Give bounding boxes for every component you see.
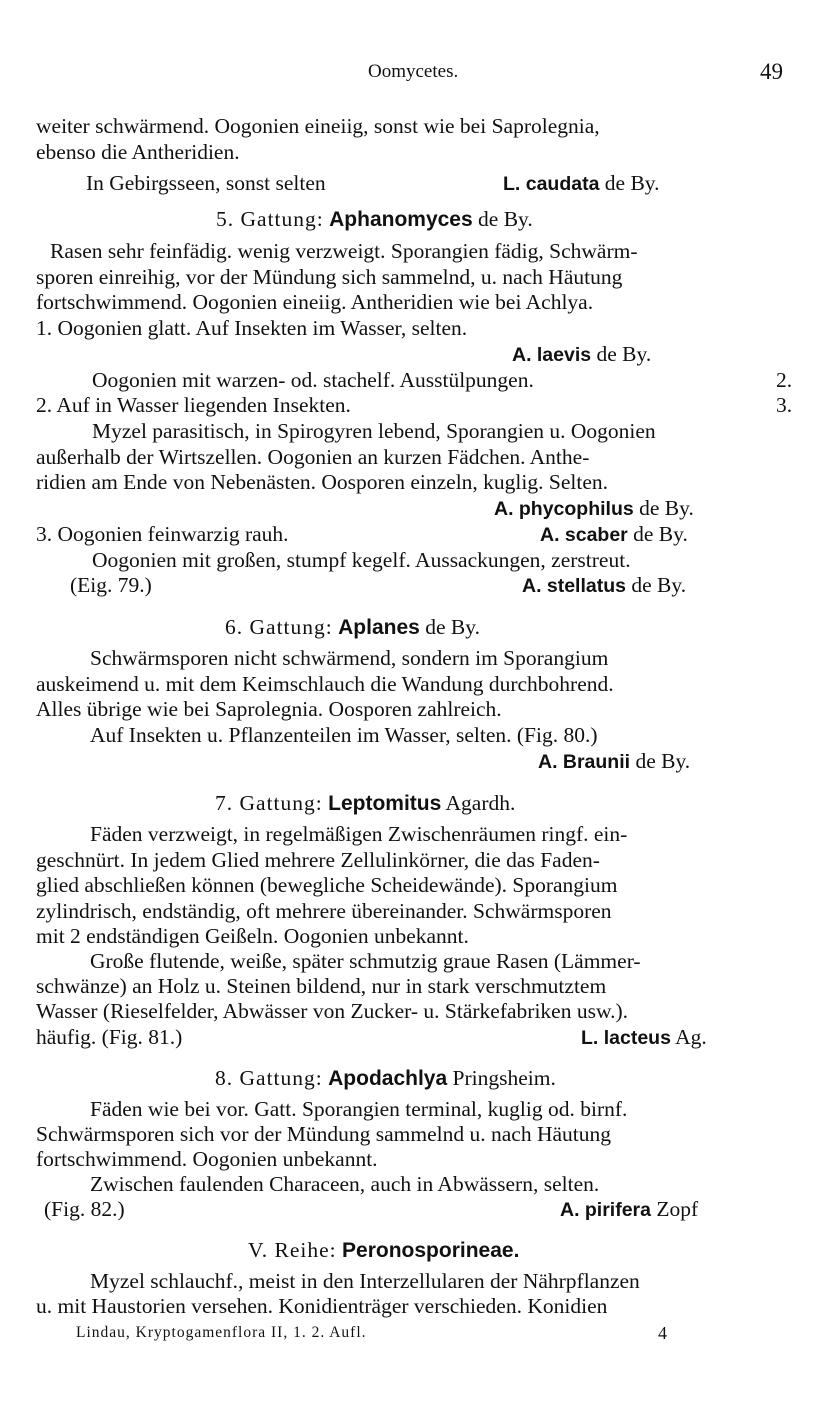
- genus-heading: 6. Gattung: Aplanes de By.: [225, 615, 480, 639]
- printer-signature: Lindau, Kryptogamenflora II, 1. 2. Aufl.: [76, 1324, 367, 1341]
- text-line: fortschwimmend. Oogonien eineiig. Antheridien wie bei Achlya.: [36, 290, 594, 314]
- genus-heading: 5. Gattung: Aphanomyces de By.: [216, 207, 533, 231]
- habitat-text: In Gebirgsseen, sonst selten: [86, 171, 326, 195]
- text-line: außerhalb der Wirtszellen. Oogonien an kurzen Fädchen. Anthe-: [36, 445, 590, 469]
- species-name: L. caudata de By.: [503, 171, 660, 195]
- text-line: schwänze) an Holz u. Steinen bildend, nur in stark verschmutztem: [36, 974, 607, 998]
- text-line: Myzel schlauchf., meist in den Interzellularen der Nährpflanzen: [90, 1269, 640, 1293]
- text-line: Schwärmsporen sich vor der Mündung sammelnd u. nach Häutung: [36, 1122, 612, 1146]
- text-line: Auf Insekten u. Pflanzenteilen im Wasser, selten. (Fig. 80.): [90, 723, 598, 747]
- species-line: A. phycophilus de By.: [494, 496, 694, 520]
- text-line: Myzel parasitisch, in Spirogyren lebend, Sporangien u. Oogonien: [92, 419, 656, 443]
- text-line: Rasen sehr feinfädig. wenig verzweigt. Sporangien fädig, Schwärm-: [50, 239, 638, 263]
- figure-reference: (Fig. 82.): [44, 1197, 125, 1221]
- book-page: Oomycetes. 49 weiter schwärmend. Oogonien eineiig, sonst wie bei Saprolegnia, ebenso die Antheridien. In Gebirgsseen, sonst selten L. caudata de By. 5. Gattung: Aphanomyces de By. Rasen sehr feinfädig. wenig verzweigt. Sporangien fädig, Schwärm- sporen einreihig, vor der Mündung sich sammelnd, u. nach Häutung fortschwimmend. Oogonien eineiig. Antheridien wie bei Achlya. 1. Oogonien glatt. Auf Insekten im Wasser, selten. A. laevis de By. Oogonien mit warzen- od. stachelf. Ausstülpungen. 2. 2. Auf in Wasser liegenden Insekten. 3. Myzel parasitisch, in Spirogyren lebend, Sporangien u. Oogonien außerhalb der Wirtszellen. Oogonien an kurzen Fädchen. Anthe- ridien am Ende von Nebenästen. Oosporen einzeln, kuglig. Selten. A. phycophilus de By. 3. Oogonien feinwarzig rauh. A. scaber de By. Oogonien mit großen, stumpf kegelf. Aussackungen, zerstreut. (Eig. 79.) A. stellatus de By. 6. Gattung: Aplanes de By. Schwärmsporen nicht schwärmend, sondern im Sporangium auskeimend u. mit dem Keimschlauch die Wandung durchbohrend. Alles übrige wie bei Saprolegnia. Oosporen zahlreich. Auf Insekten u. Pflanzenteilen im Wasser, selten. (Fig. 80.) A. Braunii de By. 7. Gattung: Leptomitus Agardh. Fäden verzweigt, in regelmäßigen Zwischenräumen ringf. ein- geschnürt. In jedem Glied mehrere Zellulinkörner, die das Faden- glied abschließen können (bewegliche Scheidewände). Sporangium zylindrisch, endständig, oft mehrere übereinander. Schwärmsporen mit 2 endständigen Geißeln. Oogonien unbekannt. Große flutende, weiße, später schmutzig graue Rasen (Lämmer- schwänze) an Holz u. Steinen bildend, nur in stark verschmutztem Wasser (Rieselfelder, Abwässer von Zucker- u. Stärkefabriken usw.). häufig. (Fig. 81.) L. lacteus Ag. 8. Gattung: Apodachlya Pringsheim. Fäden wie bei vor. Gatt. Sporangien terminal, kuglig od. birnf. Schwärmsporen sich vor der Mündung sammelnd u. nach Häutung fortschwimmend. Oogonien unbekannt. Zwischen faulenden Characeen, auch in Abwässern, selten. (Fig. 82.) A. pirifera Zopf V. Reihe: Peronosporineae. Myzel schlauchf., meist in den Interzellularen der Nährpflanzen u. mit Haustorien versehen. Konidienträger verschieden. Konidien Lindau, Kryptogamenflora II, 1. 2. Aufl. 4: [0, 0, 830, 1416]
- text-line: Fäden wie bei vor. Gatt. Sporangien terminal, kuglig od. birnf.: [90, 1097, 628, 1121]
- text-line: ridien am Ende von Nebenästen. Oosporen einzeln, kuglig. Selten.: [36, 470, 608, 494]
- text-line: Fäden verzweigt, in regelmäßigen Zwischenräumen ringf. ein-: [90, 822, 628, 846]
- figure-reference: (Eig. 79.): [70, 573, 152, 597]
- text-line: Zwischen faulenden Characeen, auch in Abwässern, selten.: [90, 1172, 600, 1196]
- text-line: weiter schwärmend. Oogonien eineiig, sonst wie bei Saprolegnia,: [36, 114, 600, 138]
- text-line: auskeimend u. mit dem Keimschlauch die Wandung durchbohrend.: [36, 672, 614, 696]
- sheet-number: 4: [658, 1323, 668, 1343]
- text-line: glied abschließen können (bewegliche Scheidewände). Sporangium: [36, 873, 618, 897]
- genus-heading: 8. Gattung: Apodachlya Pringsheim.: [215, 1066, 556, 1090]
- text-line: Wasser (Rieselfelder, Abwässer von Zucker- u. Stärkefabriken usw.).: [36, 999, 629, 1023]
- species-line: A. laevis de By.: [512, 342, 652, 366]
- key-line: 1. Oogonien glatt. Auf Insekten im Wasser, selten.: [36, 316, 468, 340]
- text-line: Alles übrige wie bei Saprolegnia. Oosporen zahlreich.: [36, 697, 502, 721]
- text-line: zylindrisch, endständig, oft mehrere übereinander. Schwärmsporen: [36, 899, 612, 923]
- text-line: Schwärmsporen nicht schwärmend, sondern im Sporangium: [90, 646, 609, 670]
- running-title: Oomycetes.: [368, 61, 459, 82]
- text-line: Oogonien mit großen, stumpf kegelf. Aussackungen, zerstreut.: [92, 548, 631, 572]
- text-line: u. mit Haustorien versehen. Konidienträger verschieden. Konidien: [36, 1294, 608, 1318]
- text-line: fortschwimmend. Oogonien unbekannt.: [36, 1147, 378, 1171]
- text-line: sporen einreihig, vor der Mündung sich sammelnd, u. nach Häutung: [36, 265, 623, 289]
- text-line: geschnürt. In jedem Glied mehrere Zellulinkörner, die das Faden-: [36, 848, 600, 872]
- page-number: 49: [760, 59, 783, 84]
- species-line: A. Braunii de By.: [538, 749, 691, 773]
- series-heading: V. Reihe: Peronosporineae.: [248, 1238, 520, 1262]
- text-line: Große flutende, weiße, später schmutzig graue Rasen (Lämmer-: [90, 949, 641, 973]
- genus-heading: 7. Gattung: Leptomitus Agardh.: [215, 791, 516, 815]
- text-line: mit 2 endständigen Geißeln. Oogonien unbekannt.: [36, 924, 469, 948]
- text-line: ebenso die Antheridien.: [36, 140, 240, 164]
